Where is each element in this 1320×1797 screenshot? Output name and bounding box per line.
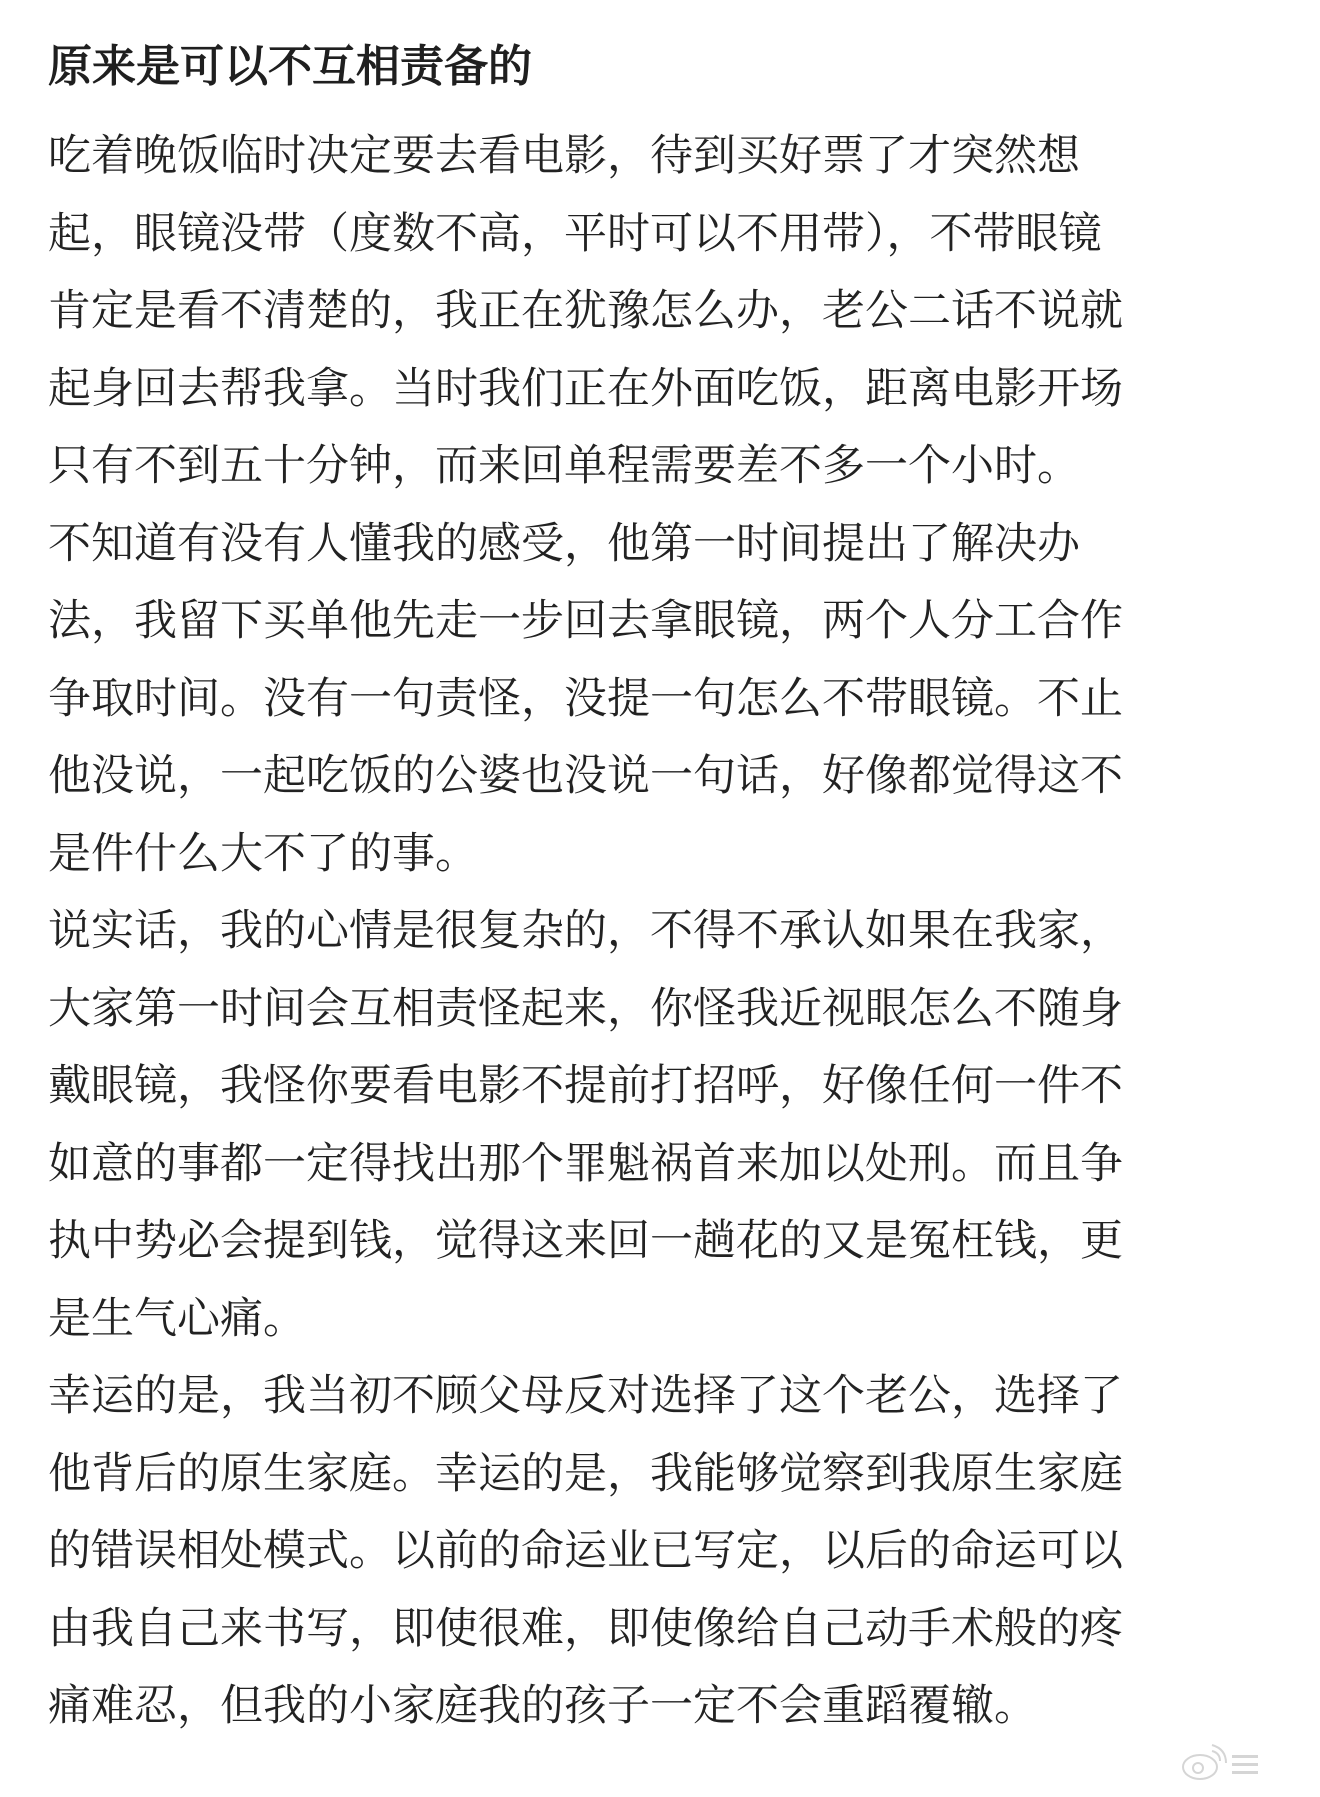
paragraph-line: 他没说，一起吃饭的公婆也没说一句话，好像都觉得这不 [48, 751, 1123, 801]
paragraph-line: 是件什么大不了的事。 [48, 828, 478, 879]
paragraph-line: 只有不到五十分钟，而来回单程需要差不多一个小时。 [48, 441, 1080, 491]
article-title: 原来是可以不互相责备的 [48, 41, 532, 92]
paragraph-2 [48, 506, 1272, 894]
watermark-logo-icon [1178, 1743, 1264, 1783]
paragraph-1 [48, 118, 1272, 506]
paragraph-line: 他背后的原生家庭。幸运的是，我能够觉察到我原生家庭 [48, 1448, 1123, 1499]
paragraph-line: 不知道有没有人懂我的感受，他第一时间提出了解决办 [48, 518, 1080, 569]
article [48, 32, 1272, 1746]
paragraph-line: 说实话，我的心情是很复杂的，不得不承认如果在我家， [48, 906, 1123, 956]
paragraph-line: 大家第一时间会互相责怪起来，你怪我近视眼怎么不随身 [48, 983, 1123, 1034]
paragraph-line: 肯定是看不清楚的，我正在犹豫怎么办，老公二话不说就 [48, 286, 1123, 336]
paragraph-line: 争取时间。没有一句责怪，没提一句怎么不带眼镜。不止 [48, 673, 1123, 724]
paragraph-line: 是生气心痛。 [48, 1293, 306, 1344]
paragraph-3 [48, 893, 1272, 1358]
paragraph-line: 吃着晚饭临时决定要去看电影，待到买好票了才突然想 [48, 131, 1080, 181]
paragraph-line: 幸运的是，我当初不顾父母反对选择了这个老公，选择了 [48, 1371, 1123, 1421]
paragraph-line: 起身回去帮我拿。当时我们正在外面吃饭，距离电影开场 [48, 363, 1123, 414]
paragraph-line: 由我自己来书写，即使很难，即使像给自己动手术般的疼 [48, 1603, 1123, 1654]
paragraph-line: 戴眼镜，我怪你要看电影不提前打招呼，好像任何一件不 [48, 1061, 1123, 1111]
paragraph-line: 法，我留下买单他先走一步回去拿眼镜，两个人分工合作 [48, 596, 1123, 646]
paragraph-line: 痛难忍，但我的小家庭我的孩子一定不会重蹈覆辙。 [48, 1681, 1037, 1731]
paragraph-4 [48, 1358, 1272, 1746]
paragraph-line: 执中势必会提到钱，觉得这来回一趟花的又是冤枉钱，更 [48, 1216, 1123, 1266]
paragraph-line: 如意的事都一定得找出那个罪魁祸首来加以处刑。而且争 [48, 1138, 1123, 1189]
paragraph-line: 起，眼镜没带（度数不高，平时可以不用带），不带眼镜 [48, 208, 1102, 259]
paragraph-line: 的错误相处模式。以前的命运业已写定，以后的命运可以 [48, 1526, 1123, 1576]
